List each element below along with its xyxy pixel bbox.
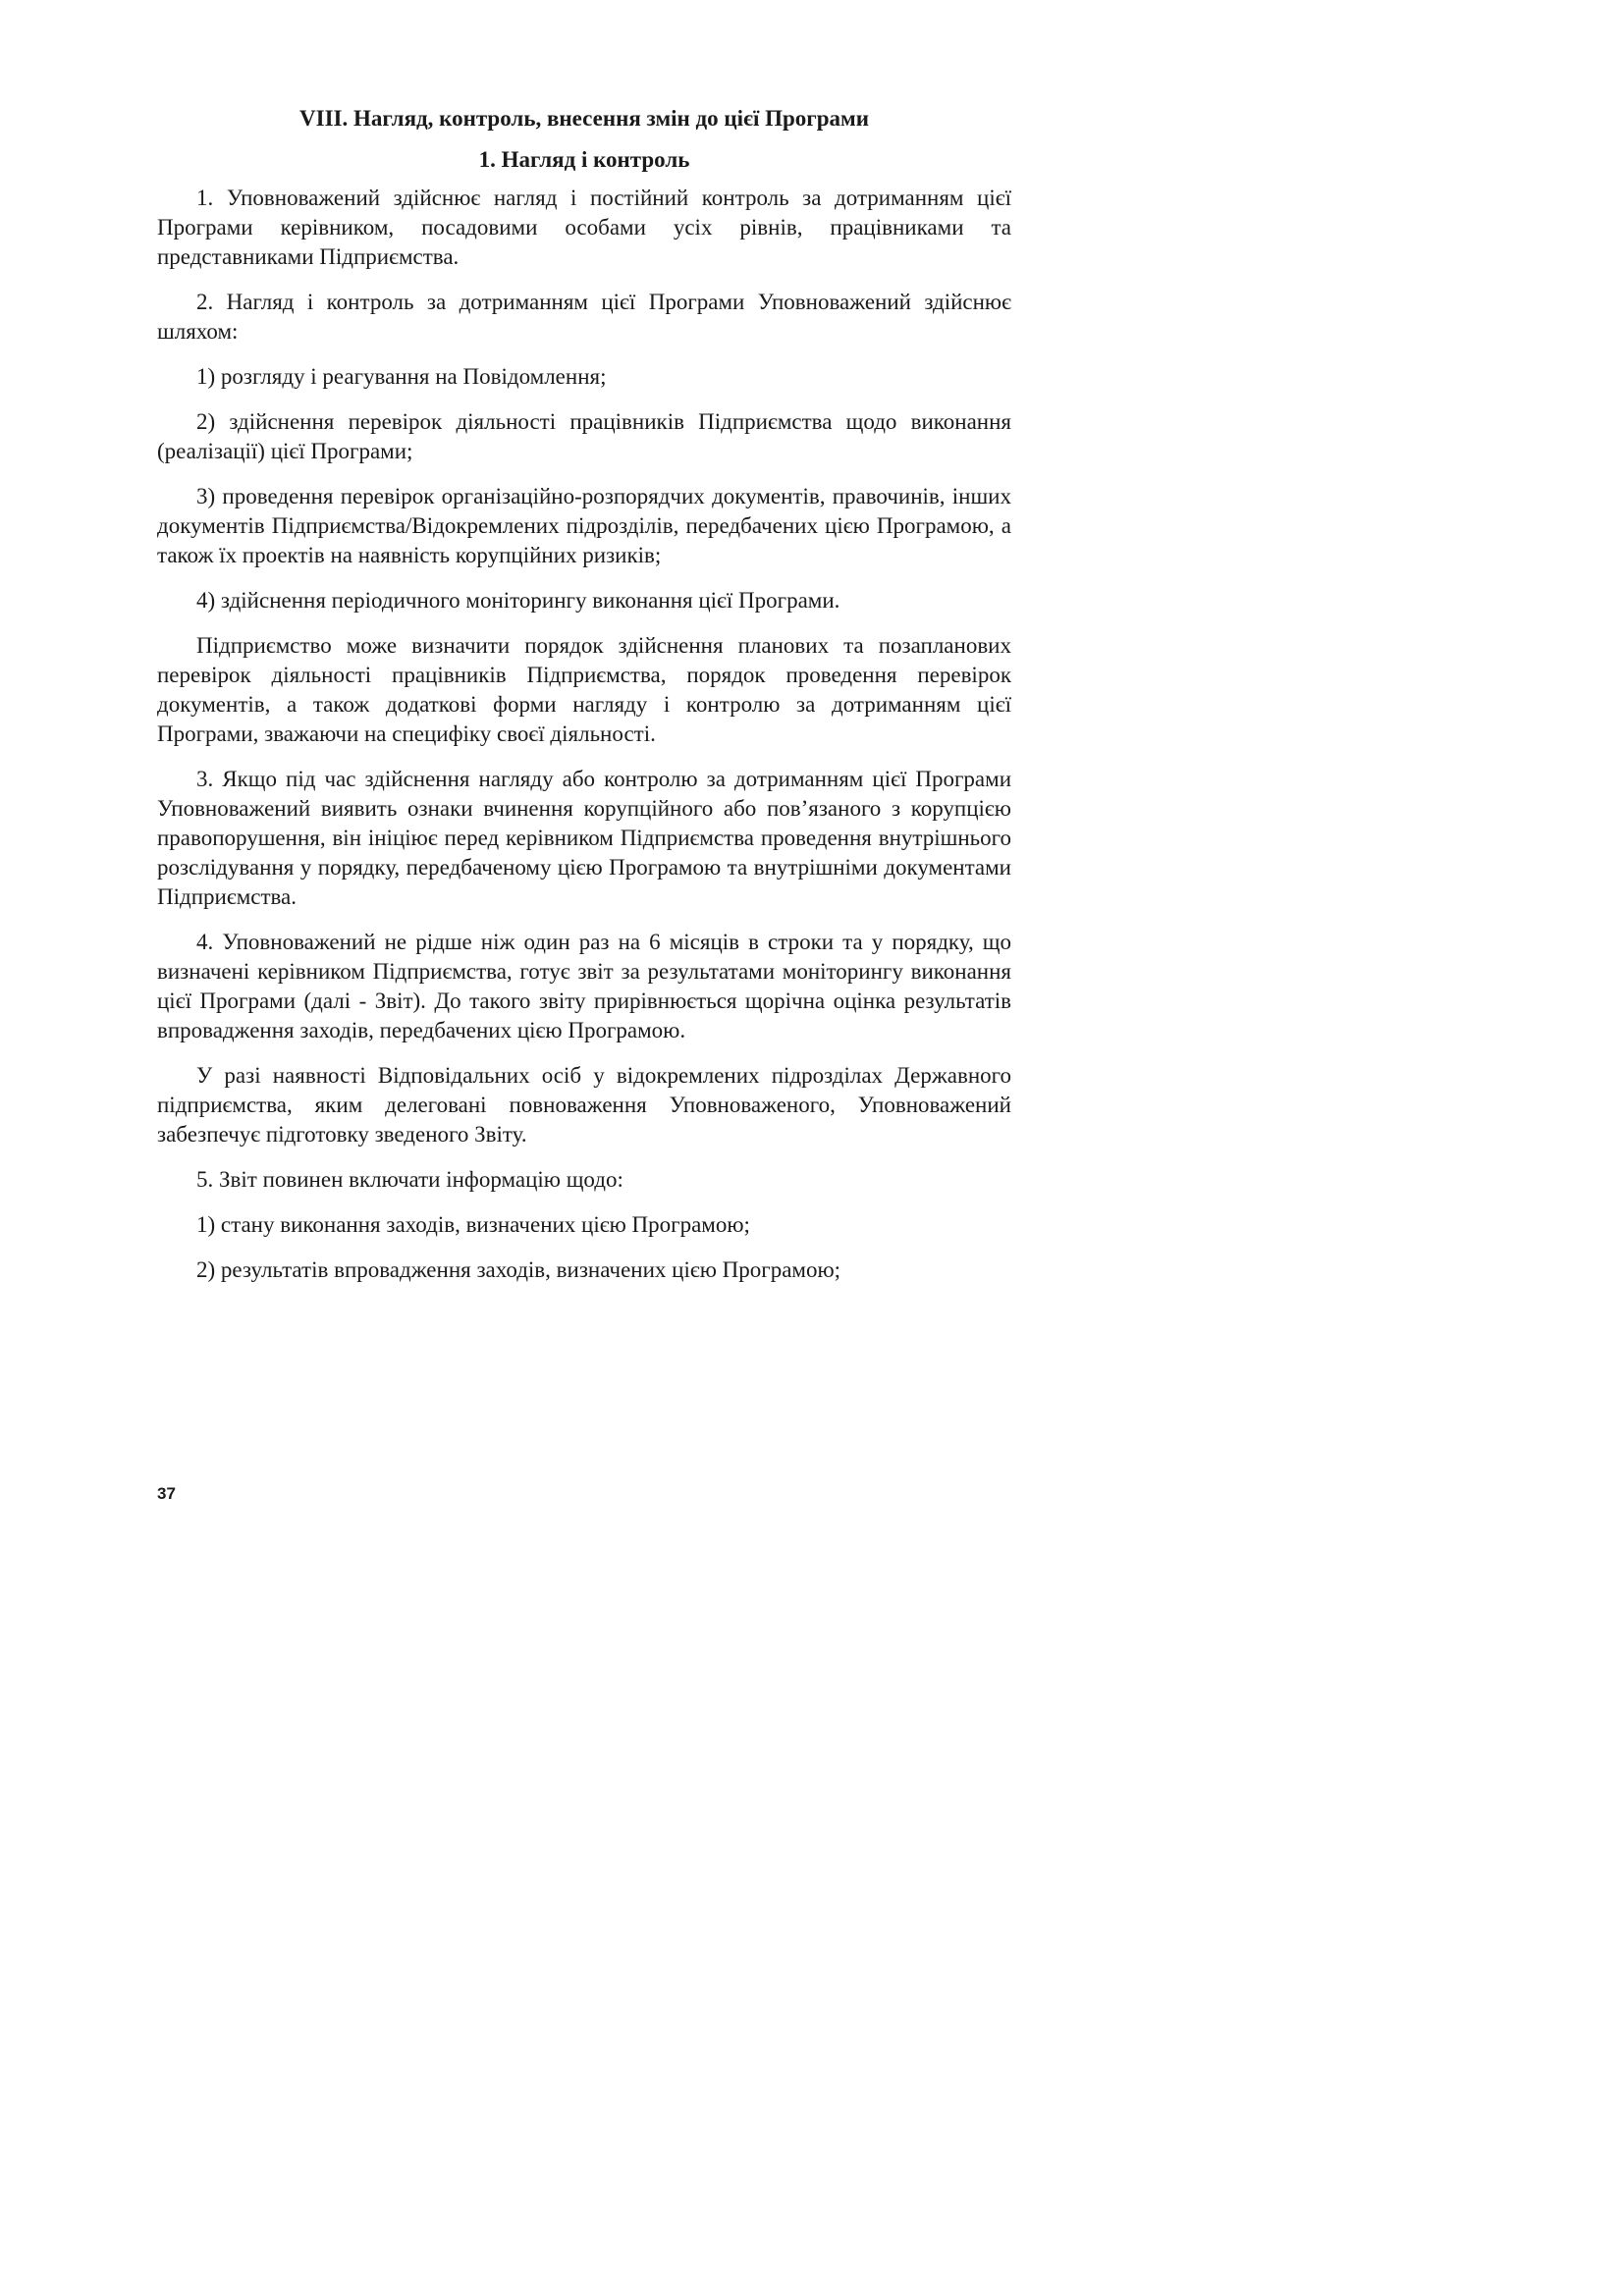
- paragraph: Підприємство може визначити порядок здійснення планових та позапланових перевірок діяльності працівників Підприємства, порядок проведення перевірок документів, а також додаткові форми нагляду і контролю за дотриманням цієї Програми, зважаючи на специфіку своєї діяльності.: [157, 633, 1011, 746]
- page-content: [157, 105, 1011, 1285]
- list-item: 1) розгляду і реагування на Повідомлення;: [196, 364, 607, 389]
- list-item: 1) стану виконання заходів, визначених цією Програмою;: [196, 1212, 750, 1237]
- list-item: 2) здійснення перевірок діяльності працівників Підприємства щодо виконання (реалізації) цієї Програми;: [157, 409, 1011, 463]
- paragraph: 3. Якщо під час здійснення нагляду або контролю за дотриманням цієї Програми Уповноважений виявить ознаки вчинення корупційного або пов’язаного з корупцією правопорушення, він ініціює перед керівником Підприємства проведення внутрішнього розслідування у порядку, передбаченому цією Програмою та внутрішніми документами Підприємства.: [157, 767, 1011, 909]
- list-item: 3) проведення перевірок організаційно-розпорядчих документів, правочинів, інших документів Підприємства/Відокремлених підрозділів, передбачених цією Програмою, а також їх проектів на наявність корупційних ризиків;: [157, 484, 1011, 567]
- section-title: VIII. Нагляд, контроль, внесення змін до цієї Програми: [299, 106, 869, 131]
- list-item: 2) результатів впровадження заходів, визначених цією Програмою;: [196, 1257, 841, 1282]
- document-page: [0, 0, 1081, 1528]
- paragraph: 5. Звіт повинен включати інформацію щодо:: [196, 1167, 623, 1192]
- paragraph: 1. Уповноважений здійснює нагляд і постійний контроль за дотриманням цієї Програми керівником, посадовими особами усіх рівнів, працівниками та представниками Підприємства.: [157, 186, 1011, 269]
- list-item: 4) здійснення періодичного моніторингу виконання цієї Програми.: [196, 588, 840, 613]
- paragraph: 4. Уповноважений не рідше ніж один раз на 6 місяців в строки та у порядку, що визначені керівником Підприємства, готує звіт за результатами моніторингу виконання цієї Програми (далі - Звіт). До такого звіту прирівнюється щорічна оцінка результатів впровадження заходів, передбачених цією Програмою.: [157, 930, 1011, 1042]
- paragraph: 2. Нагляд і контроль за дотриманням цієї Програми Уповноважений здійснює шляхом:: [157, 290, 1011, 344]
- paragraph: У разі наявності Відповідальних осіб у відокремлених підрозділах Державного підприємства, яким делеговані повноваження Уповноваженого, Уповноважений забезпечує підготовку зведеного Звіту.: [157, 1063, 1011, 1147]
- page-number: 37: [157, 1484, 176, 1503]
- subsection-title: 1. Нагляд і контроль: [478, 147, 690, 172]
